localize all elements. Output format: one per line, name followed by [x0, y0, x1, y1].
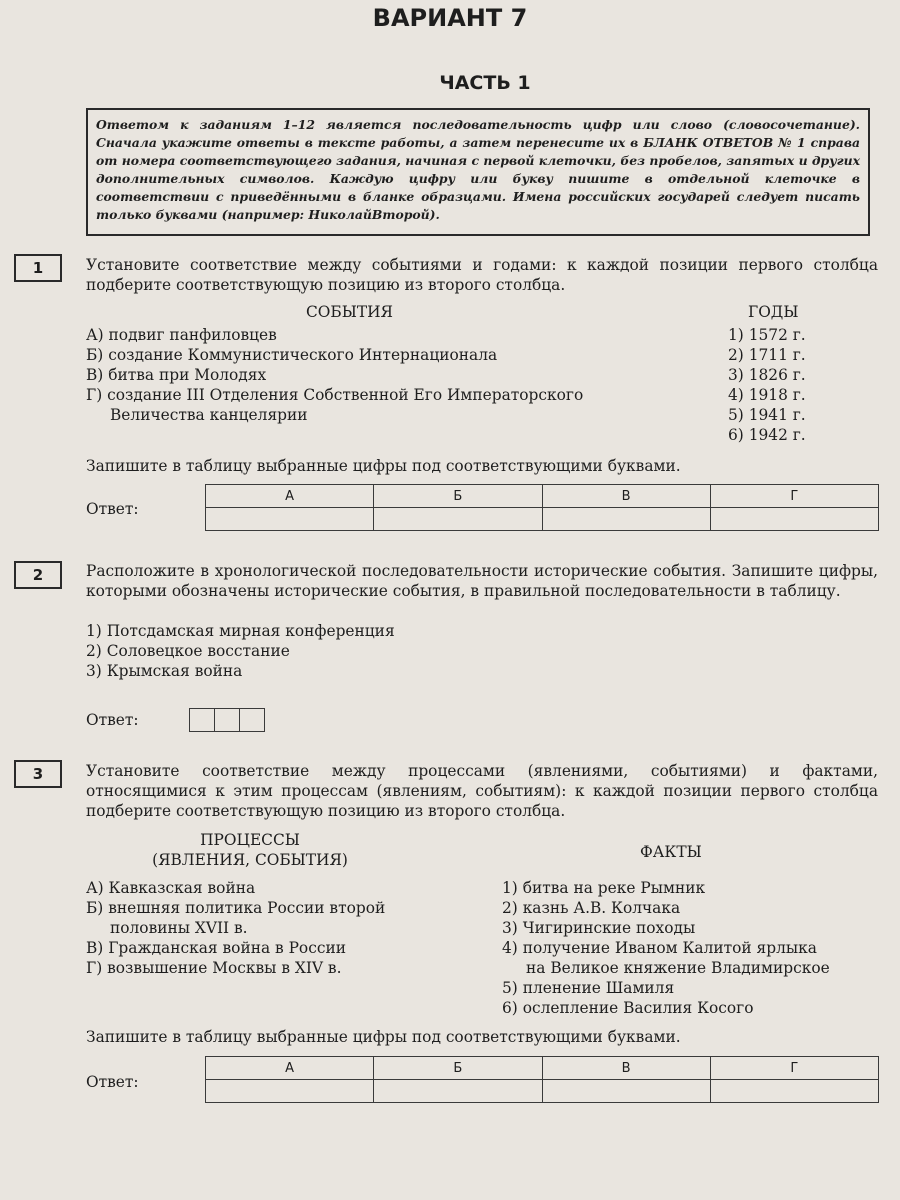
fact-6: 6) ослепление Василия Косого — [502, 999, 754, 1017]
task-2-answer-label: Ответ: — [86, 711, 139, 729]
task-3-answer-table — [205, 1056, 879, 1103]
col-v-header: В — [542, 1057, 710, 1080]
task-3-answer-label: Ответ: — [86, 1073, 139, 1091]
task-2-items — [86, 621, 395, 681]
task-1-events — [86, 325, 583, 425]
answer-cell-a[interactable] — [206, 1080, 374, 1103]
processes-subheader: (ЯВЛЕНИЯ, СОБЫТИЯ) — [152, 851, 348, 869]
task-1-table-instruction: Запишите в таблицу выбранные цифры под соответствующими буквами. — [86, 457, 681, 475]
col-b-header: Б — [374, 1057, 542, 1080]
year-6: 6) 1942 г. — [728, 426, 806, 444]
col-a-header: А — [206, 1057, 374, 1080]
task-1-years — [728, 325, 806, 445]
fact-3: 3) Чигиринские походы — [502, 919, 696, 937]
task-2-number: 2 — [14, 561, 62, 589]
sequence-box-2[interactable] — [215, 709, 240, 732]
col-g-header: Г — [710, 485, 878, 508]
instructions-box: Ответом к заданиям 1–12 является последовательность цифр или слово (словосочетание). Сначала укажите ответы в тексте работы, а затем перенесите их в БЛАНК ОТВЕТОВ № 1 справа от номера соответствующего задания, начиная с первой клеточки, без пробелов, запятых и других дополнительных символов. Каждую цифру или букву пишите в отдельной клеточке в соответствии с приведёнными в бланке образцами. Имена российских государей следует писать только буквами (например: НиколайВторой). — [86, 108, 870, 236]
answer-cell-b[interactable] — [374, 1080, 542, 1103]
process-v: В) Гражданская война в России — [86, 939, 346, 957]
year-3: 3) 1826 г. — [728, 366, 806, 384]
task-3-prompt: Установите соответствие между процессами (явлениями, событиями) и фактами, относящимися к этим процессам (явлениям, событиям): к каждой позиции первого столбца подберите соответствующую позицию из второго столбца. — [86, 762, 878, 820]
process-a: А) Кавказская война — [86, 879, 256, 897]
task-3-left-header — [120, 830, 380, 870]
part-title: ЧАСТЬ 1 — [439, 72, 531, 94]
fact-1: 1) битва на реке Рымник — [502, 879, 706, 897]
year-2: 2) 1711 г. — [728, 346, 806, 364]
sequence-box-3[interactable] — [240, 709, 265, 732]
task-1-answer-label: Ответ: — [86, 500, 139, 518]
event-v: В) битва при Молодях — [86, 366, 267, 384]
task-2-answer-boxes — [189, 708, 265, 732]
answer-cell-v[interactable] — [542, 508, 710, 531]
fact-5: 5) пленение Шамиля — [502, 979, 675, 997]
process-g: Г) возвышение Москвы в XIV в. — [86, 959, 342, 977]
answer-cell-g[interactable] — [710, 508, 878, 531]
answer-cell-v[interactable] — [542, 1080, 710, 1103]
task-2-item-1: 1) Потсдамская мирная конференция — [86, 622, 395, 640]
task-3-number: 3 — [14, 760, 62, 788]
event-g-continued: Величества канцелярии — [110, 406, 308, 424]
task-3-facts — [502, 878, 830, 1018]
year-1: 1) 1572 г. — [728, 326, 806, 344]
task-1-number: 1 — [14, 254, 62, 282]
process-b-continued: половины XVII в. — [110, 919, 248, 937]
task-2-prompt: Расположите в хронологической последовательности исторические события. Запишите цифры, которыми обозначены исторические события, в правильной последовательности в таблицу. — [86, 562, 878, 600]
fact-2: 2) казнь А.В. Колчака — [502, 899, 681, 917]
variant-title: ВАРИАНТ 7 — [372, 4, 528, 32]
fact-4-continued: на Великое княжение Владимирское — [526, 959, 830, 977]
process-b: Б) внешняя политика России второй — [86, 899, 386, 917]
task-1-left-header: СОБЫТИЯ — [306, 303, 393, 321]
col-v-header: В — [542, 485, 710, 508]
year-4: 4) 1918 г. — [728, 386, 806, 404]
answer-cell-b[interactable] — [374, 508, 542, 531]
sequence-box-1[interactable] — [190, 709, 215, 732]
answer-cell-a[interactable] — [206, 508, 374, 531]
task-1-prompt: Установите соответствие между событиями и годами: к каждой позиции первого столбца подберите соответствующую позицию из второго столбца. — [86, 256, 878, 294]
answer-cell-g[interactable] — [710, 1080, 878, 1103]
col-a-header: А — [206, 485, 374, 508]
task-1-answer-table — [205, 484, 879, 531]
year-5: 5) 1941 г. — [728, 406, 806, 424]
task-3-table-instruction: Запишите в таблицу выбранные цифры под соответствующими буквами. — [86, 1028, 681, 1046]
task-2-item-2: 2) Соловецкое восстание — [86, 642, 290, 660]
task-3-processes — [86, 878, 385, 978]
event-a: А) подвиг панфиловцев — [86, 326, 277, 344]
fact-4: 4) получение Иваном Калитой ярлыка — [502, 939, 817, 957]
task-3-right-header: ФАКТЫ — [640, 843, 702, 861]
event-g: Г) создание III Отделения Собственной Его Императорского — [86, 386, 584, 404]
col-b-header: Б — [374, 485, 542, 508]
task-2-item-3: 3) Крымская война — [86, 662, 243, 680]
task-1-right-header: ГОДЫ — [748, 303, 799, 321]
processes-header: ПРОЦЕССЫ — [200, 831, 300, 849]
col-g-header: Г — [710, 1057, 878, 1080]
event-b: Б) создание Коммунистического Интернационала — [86, 346, 498, 364]
